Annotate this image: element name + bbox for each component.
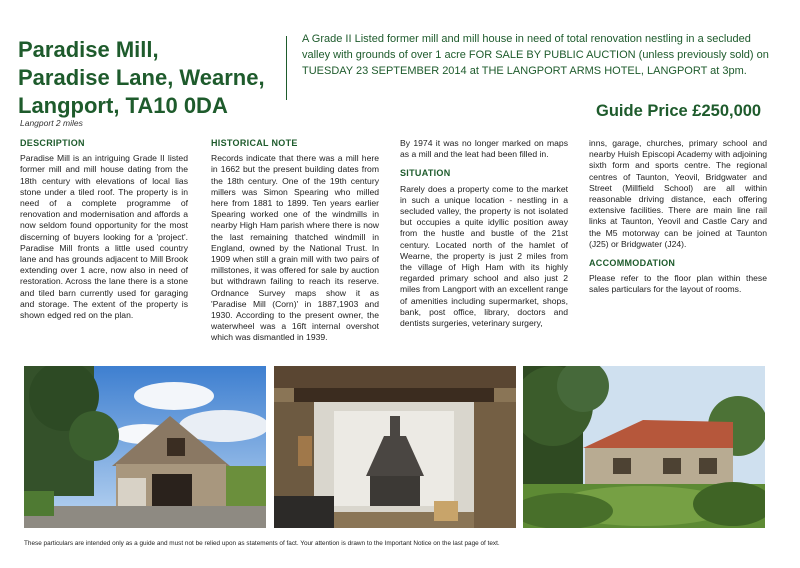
barn-photo: [24, 366, 266, 528]
accommodation-text: Please refer to the floor plan within these sales particulars for the layout of rooms.: [589, 273, 767, 295]
mill-house-photo: [523, 366, 765, 528]
historical-heading: HISTORICAL NOTE: [211, 138, 298, 148]
historical-text: Records indicate that there was a mill here in 1662 but the present building dates from the 18th century. One of the 19th century millers was Simon Spearing who milled here from 1881 to 1899. Ten years earlier Spearing worked one of the windmills in nearby High Ham parish where there is now the last remaining thatched windmill in England, owned by the National Trust. In 1909 when still a grain mill with two pairs of millstones, it was offered for sale by auction but withdrawn failing to reach its reserve. Ordnance Survey maps show it as 'Paradise Mill (Corn)' in 1887,1903 and 1930. According to the present owner, the waterwheel was a 16ft internal overshot which was dismantled in 1939.: [211, 153, 379, 343]
accommodation-heading: ACCOMMODATION: [589, 258, 676, 269]
header-divider: [286, 36, 287, 100]
situation-heading: SITUATION: [400, 168, 451, 179]
property-title: [18, 36, 288, 120]
column-2: [211, 138, 379, 352]
situation-continued: inns, garage, churches, primary school and nearby Huish Episcopi Academy with adjoining sixth form and sports centre. The regional centres of Taunton, Yeovil, Bridgwater and Street (Millfield School) are all within reasonable driving distance, each offering extensive facilities. There are main line rail links at Taunton, Yeovil and Castle Cary and the M5 motorway can be joined at Taunton (J25) or Bridgwater (J24).: [589, 138, 767, 249]
intro-text: A Grade II Listed former mill and mill house in need of total renovation nestling in a secluded valley with grounds of over 1 acre FOR SALE BY PUBLIC AUCTION (unless previously sold) on TUESDAY 23 SEPTEMBER 2014 at THE LANGPORT ARMS HOTEL, LANGPORT at 3pm.: [302, 33, 769, 77]
title-line-1: Paradise Mill,: [18, 37, 159, 62]
situation-text: Rarely does a property come to the market in such a unique location - nestling in a secluded valley, the property is not isolated but occupies a quite idyllic position away from the hustle and bustle of the 21st century. Located north of the hamlet of Wearne, the property is just 2 miles from the village of High Ham with its highly regarded primary school and also just 2 miles from Langport with an excellent range of amenities including supermarket, shops, bank, post office, library, doctors and dentists surgeries, veterinary surgery,: [400, 183, 568, 329]
guide-price: Guide Price £250,000: [596, 102, 762, 120]
description-text: Paradise Mill is an intriguing Grade II listed former mill and mill house dating from the 18th century with elevations of local lias stone under a tiled roof. The property is in need of a complete programme of renovation and modernisation and affords a now seldom found opportunity for the most discerning of buyers looking for a 'project'. Paradise Mill fronts a little used country lane and has grounds adjacent to Mill Brook extending over 1 acre, now also in need of restoration. Across the lane there is a stone and tiled barn currently used for garaging and storage. The extent of the property is shown edged red on the plan.: [20, 153, 188, 321]
historical-continued: By 1974 it was no longer marked on maps as a mill and the leat had been filled in.: [400, 138, 568, 160]
column-3: [400, 138, 568, 337]
disclaimer-footer: These particulars are intended only as a guide and must not be relied upon as statements of fact. Your attention is drawn to the Important Notice on the last page of text.: [24, 540, 500, 547]
distance-note: Langport 2 miles: [20, 118, 83, 128]
title-line-2: Paradise Lane, Wearne,: [18, 65, 265, 90]
column-4: [589, 138, 767, 304]
title-line-3: Langport, TA10 0DA: [18, 93, 228, 118]
column-1: [20, 138, 188, 329]
description-heading: DESCRIPTION: [20, 138, 85, 148]
fireplace-photo: [274, 366, 516, 528]
